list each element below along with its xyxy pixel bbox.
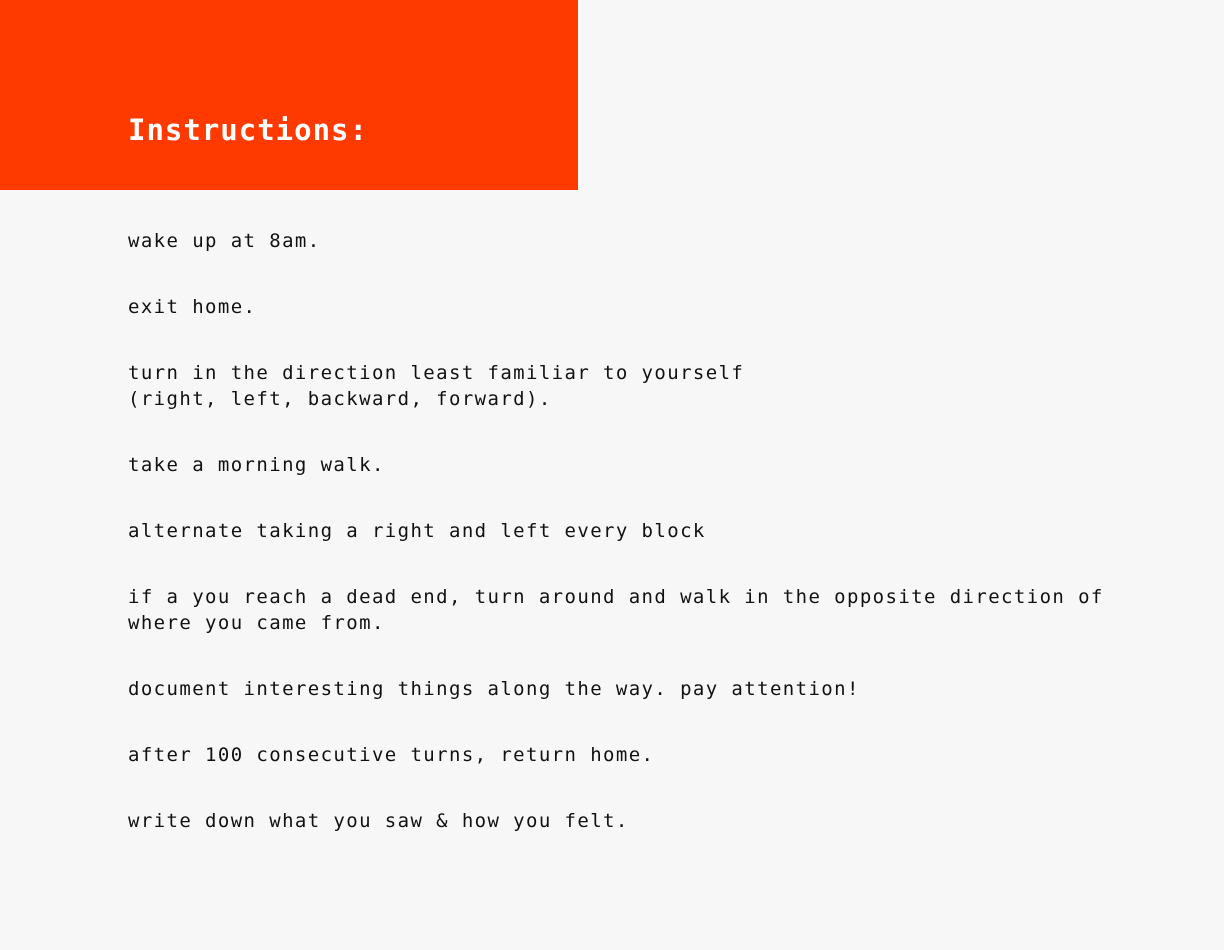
instructions-title: Instructions: xyxy=(128,113,368,147)
instruction-item-exit-home: exit home. xyxy=(128,296,257,318)
instruction-item-document: document interesting things along the way. pay attention! xyxy=(128,678,860,700)
instruction-item-dead-end: if a you reach a dead end, turn around and walk in the opposite direction of where you came from. xyxy=(128,586,1104,634)
instructions-list xyxy=(128,228,1128,874)
instruction-item-return-home: after 100 consecutive turns, return home. xyxy=(128,744,655,766)
instruction-item-wake-up: wake up at 8am. xyxy=(128,230,321,252)
instruction-item-write-down: write down what you saw & how you felt. xyxy=(128,810,629,832)
instructions-header-block xyxy=(0,0,578,190)
instruction-item-morning-walk: take a morning walk. xyxy=(128,454,385,476)
instruction-item-alternate-turns: alternate taking a right and left every block xyxy=(128,520,706,542)
instruction-item-turn-direction: turn in the direction least familiar to yourself (right, left, backward, forward). xyxy=(128,362,745,410)
